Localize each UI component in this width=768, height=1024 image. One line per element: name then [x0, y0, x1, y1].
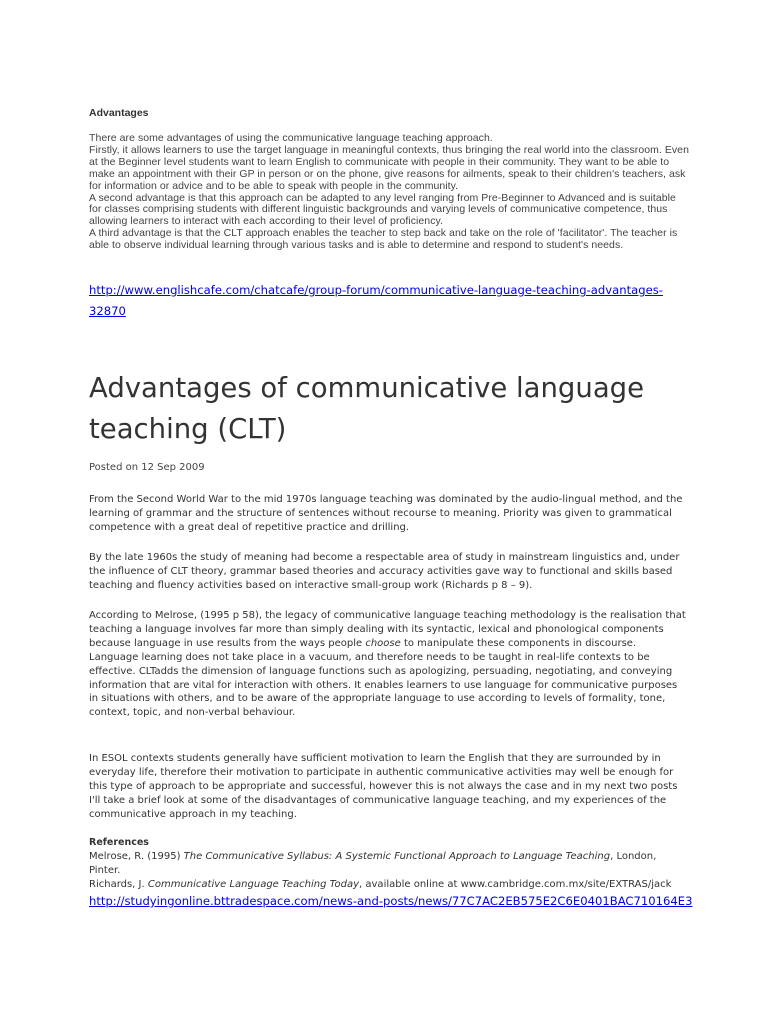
- ref-book-title: The Communicative Syllabus: A Systemic Functional Approach to Language Teaching: [183, 850, 611, 862]
- englishcafe-link[interactable]: http://www.englishcafe.com/chatcafe/group-forum/communicative-language-teaching-advantages-32870: [89, 283, 663, 318]
- melrose-paragraph: [89, 609, 689, 651]
- paragraph-text: According to Melrose, (1995 p 58), the legacy of communicative language teaching methodology is the realisation that teaching a language involves far more than simply dealing with its syntactic, lexical and phonological components because language in use results from the ways people: [89, 610, 686, 649]
- emphasis-choose: choose: [365, 637, 401, 649]
- ref-book-title: Communicative Language Teaching Today: [147, 878, 360, 890]
- advantages-body: [89, 133, 689, 252]
- article-title: Advantages of communicative language teaching (CLT): [89, 372, 645, 445]
- reference-melrose: [89, 850, 689, 878]
- article-paragraph-2: [89, 551, 689, 593]
- paragraph-text: to manipulate these components in discourse.: [400, 637, 637, 649]
- vacuum-paragraph: Language learning does not take place in a vacuum, and therefore needs to be taught in real-life contexts to be effective. CLTadds the dimension of language functions such as apologizing, persuading, negotiating, and conveying information that are vital for interaction with others. It enables learners to use language for communicative purposes in situations with others, and to be aware of the appropriate language to use according to levels of formality, tone, context, topic, and non-verbal behaviour.: [89, 651, 678, 719]
- article-paragraph-3: [89, 609, 689, 720]
- references-section: [89, 836, 689, 892]
- advantages-first: Firstly, it allows learners to use the target language in meaningful contexts, thus bringing the real world into the classroom. Even at the Beginner level students want to learn English to communicate with people in their community. They want to be able to make an appointment with their GP in person or on the phone, give reasons for ailments, speak to their children's teachers, ask for information or advice and to be able to speak with people in the community.: [89, 143, 689, 192]
- advantages-intro: There are some advantages of using the communicative language teaching approach.: [89, 132, 493, 144]
- posted-date: Posted on 12 Sep 2009: [89, 462, 205, 473]
- article-paragraph-1: [89, 493, 689, 535]
- ref-author: Richards, J.: [89, 878, 148, 890]
- reference-richards: [89, 878, 689, 892]
- ref-author: Melrose, R. (1995): [89, 850, 184, 862]
- paragraph-text: By the late 1960s the study of meaning had become a respectable area of study in mainstream linguistics and, under the influence of CLT theory, grammar based theories and accuracy activities gave way to functional and skills based teaching and fluency activities based on interactive small-group work (Richards p 8 – 9).: [89, 552, 680, 591]
- ref-publisher: , London, Pinter.: [89, 850, 657, 876]
- section-heading-advantages: Advantages: [89, 107, 149, 119]
- paragraph-text: From the Second World War to the mid 1970s language teaching was dominated by the audio-lingual method, and the learning of grammar and the structure of sentences without recourse to meaning. Priority was given to grammatical competence with a great deal of repetitive practice and drilling.: [89, 494, 683, 533]
- ref-publisher: , available online at www.cambridge.com.mx/site/EXTRAS/jack: [359, 878, 672, 890]
- article-paragraph-5: [89, 752, 689, 822]
- paragraph-text: In ESOL contexts students generally have sufficient motivation to learn the English that they are surrounded by in everyday life, therefore their motivation to participate in authentic communicative activities may well be enough for this type of approach to be appropriate and successful, however this is not always the case and in my next two posts I'll take a brief look at some of the disadvantages of communicative language teaching, and my experiences of the communicative approach in my teaching.: [89, 753, 678, 820]
- references-heading: References: [89, 837, 149, 848]
- advantages-second: A second advantage is that this approach can be adapted to any level ranging from Pre-Beginner to Advanced and is suitable for classes comprising students with different linguistic backgrounds and varying levels of communicative competence, thus allowing learners to interact with each according to their level of proficiency.: [89, 191, 676, 228]
- advantages-third: A third advantage is that the CLT approach enables the teacher to step back and take on the role of 'facilitator'. The teacher is able to observe individual learning through various tasks and is able to determine and respond to student's needs.: [89, 227, 678, 252]
- studyingonline-link[interactable]: http://studyingonline.bttradespace.com/news-and-posts/news/77C7AC2EB575E2C6E0401BAC710164E3: [89, 894, 693, 908]
